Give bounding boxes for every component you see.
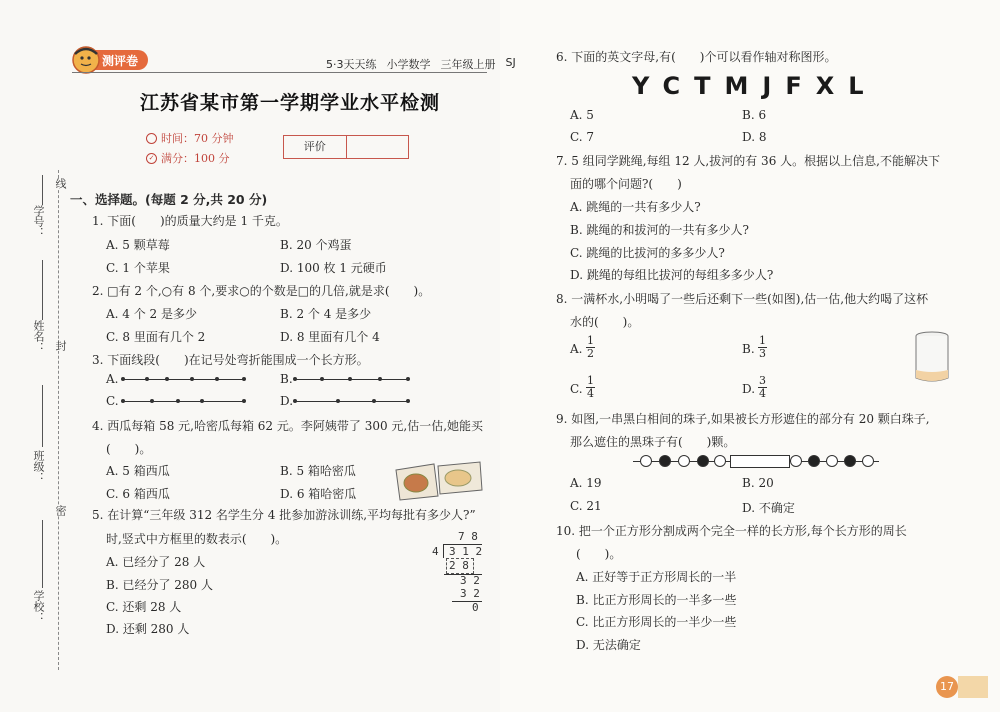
- q3-option-a[interactable]: A.: [106, 372, 119, 386]
- q3-segment-d: [294, 401, 408, 402]
- q8-fraction-b: [758, 335, 767, 360]
- score-info: [146, 150, 230, 166]
- q8-fraction-b-denominator: 3: [759, 347, 766, 360]
- q5-stem-continued: 时,竖式中方框里的数表示( )。: [106, 532, 288, 546]
- student-id-label: 学号：: [32, 205, 45, 238]
- q6-option-d[interactable]: D. 8: [742, 130, 767, 144]
- binding-dashed-line: [58, 170, 59, 670]
- q3-dot: [121, 399, 125, 403]
- q2-stem: 2. □有 2 个,○有 8 个,要求○的个数是□的几倍,就是求( )。: [92, 284, 431, 298]
- rating-label: 评价: [284, 136, 347, 158]
- q8-fraction-c: [586, 375, 595, 400]
- q4-stem: 4. 西瓜每箱 58 元,哈密瓜每箱 62 元。李阿姨带了 300 元,估一估,她能买: [92, 419, 484, 433]
- division-step1: 2 8: [449, 559, 469, 572]
- q9-option-d[interactable]: D. 不确定: [742, 501, 795, 515]
- q10-stem-continued: ( )。: [576, 547, 622, 561]
- class-label: 班级：: [32, 450, 45, 483]
- page-tab: [958, 676, 988, 698]
- q5-option-c[interactable]: C. 还剩 28 人: [106, 600, 182, 614]
- q3-dot: [406, 377, 410, 381]
- q2-option-a[interactable]: A. 4 个 2 是多少: [106, 307, 198, 321]
- q3-option-c[interactable]: C.: [106, 394, 119, 408]
- margin-seal-mark: 封: [54, 340, 67, 351]
- test-paper-badge: [72, 46, 152, 74]
- q8-fraction-a-numerator: 1: [587, 334, 594, 347]
- q1-option-d[interactable]: D. 100 枚 1 元硬币: [280, 261, 387, 275]
- division-divisor: 4: [432, 545, 439, 558]
- bead-black: [808, 455, 820, 467]
- q1-option-c[interactable]: C. 1 个苹果: [106, 261, 170, 275]
- q8-fraction-a: [586, 335, 595, 360]
- q2-option-c[interactable]: C. 8 里面有几个 2: [106, 330, 206, 344]
- division-remainder: 0: [472, 601, 479, 614]
- division-step2: 3 2: [460, 574, 480, 587]
- name-label: 姓名：: [32, 320, 45, 353]
- q3-dot: [242, 377, 246, 381]
- bead-white: [640, 455, 652, 467]
- q3-dot: [348, 377, 352, 381]
- time-label: 时间：70 分钟: [161, 132, 234, 145]
- division-dividend: 3 1 2: [449, 545, 483, 558]
- q8-stem-continued: 水的( )。: [570, 315, 640, 329]
- q3-dot: [165, 377, 169, 381]
- q9-option-b[interactable]: B. 20: [742, 476, 774, 490]
- q6-stem: 6. 下面的英文字母,有( )个可以看作轴对称图形。: [556, 50, 837, 64]
- q8-fraction-d-denominator: 4: [759, 387, 766, 400]
- q5-option-d[interactable]: D. 还剩 280 人: [106, 622, 190, 636]
- edition-code: SJ: [505, 56, 516, 69]
- time-info: [146, 130, 234, 146]
- q1-option-a[interactable]: A. 5 颗草莓: [106, 238, 170, 252]
- q7-option-a[interactable]: A. 跳绳的一共有多少人?: [570, 200, 701, 214]
- q3-dot: [190, 377, 194, 381]
- water-glass-illustration: [912, 330, 952, 386]
- margin-line-mark: 线: [54, 178, 67, 189]
- subject-name: 小学数学: [386, 58, 431, 71]
- q2-option-b[interactable]: B. 2 个 4 是多少: [280, 307, 372, 321]
- q4-option-a[interactable]: A. 5 箱西瓜: [106, 464, 170, 478]
- q7-option-c[interactable]: C. 跳绳的比拔河的多多少人?: [570, 246, 725, 260]
- bead-black: [844, 455, 856, 467]
- header-rule: [72, 72, 487, 73]
- q3-dot: [293, 377, 297, 381]
- bead-white: [678, 455, 690, 467]
- score-label: 满分：100 分: [161, 152, 230, 165]
- q3-segment-c: [122, 401, 244, 402]
- q8-fraction-a-denominator: 2: [587, 347, 594, 360]
- q8-fraction-c-denominator: 4: [587, 387, 594, 400]
- page-number: 17: [936, 676, 958, 698]
- division-bracket: [443, 544, 444, 558]
- q8-option-d[interactable]: D.: [742, 382, 756, 396]
- bead-cover-rectangle: [730, 455, 790, 468]
- q9-option-c[interactable]: C. 21: [570, 499, 602, 513]
- q4-option-c[interactable]: C. 6 箱西瓜: [106, 487, 170, 501]
- q3-dot: [176, 399, 180, 403]
- q3-segment-a: [122, 379, 244, 380]
- q3-stem: 3. 下面线段( )在记号处弯折能围成一个长方形。: [92, 353, 369, 367]
- q1-option-b[interactable]: B. 20 个鸡蛋: [280, 238, 352, 252]
- q3-dot: [320, 377, 324, 381]
- q8-fraction-b-numerator: 1: [759, 334, 766, 347]
- q10-option-a[interactable]: A. 正好等于正方形周长的一半: [576, 570, 737, 584]
- check-icon: ✓: [146, 153, 157, 164]
- q5-option-b[interactable]: B. 已经分了 280 人: [106, 578, 213, 592]
- bead-white: [862, 455, 874, 467]
- q9-option-a[interactable]: A. 19: [570, 476, 602, 490]
- q3-option-b[interactable]: B.: [280, 372, 293, 386]
- q5-stem: 5. 在计算“三年级 312 名学生分 4 批参加游泳训练,平均每批有多少人?”: [92, 508, 476, 522]
- q8-option-b[interactable]: B.: [742, 342, 755, 356]
- q4-stem-continued: ( )。: [106, 442, 152, 456]
- bead-black: [697, 455, 709, 467]
- badge-label: 测评卷: [102, 54, 139, 68]
- q4-option-d[interactable]: D. 6 箱哈密瓜: [280, 487, 357, 501]
- q9-stem-continued: 那么遮住的黑珠子有( )颗。: [570, 435, 736, 449]
- q3-dot: [150, 399, 154, 403]
- q3-dot: [145, 377, 149, 381]
- division-quotient: 7 8: [458, 530, 478, 543]
- q1-stem: 1. 下面( )的质量大约是 1 千克。: [92, 214, 288, 228]
- q10-option-c[interactable]: C. 比正方形周长的一半少一些: [576, 615, 737, 629]
- q10-option-b[interactable]: B. 比正方形周长的一半多一些: [576, 593, 737, 607]
- q3-dot: [200, 399, 204, 403]
- q7-option-d[interactable]: D. 跳绳的每组比拔河的每组多多少人?: [570, 268, 774, 282]
- clock-icon: [146, 133, 157, 144]
- q3-dot: [406, 399, 410, 403]
- q8-fraction-d-numerator: 3: [759, 374, 766, 387]
- q10-stem: 10. 把一个正方形分割成两个完全一样的长方形,每个长方形的周长: [556, 524, 907, 538]
- q4-option-b[interactable]: B. 5 箱哈密瓜: [280, 464, 356, 478]
- school-blank[interactable]: [42, 520, 43, 588]
- header-meta: [326, 56, 516, 72]
- q6-option-b[interactable]: B. 6: [742, 108, 767, 122]
- bead-white: [826, 455, 838, 467]
- q7-stem-continued: 面的哪个问题?( ): [570, 177, 682, 191]
- page-title: 江苏省某市第一学期学业水平检测: [140, 92, 441, 114]
- school-label: 学校：: [32, 590, 45, 623]
- name-blank[interactable]: [42, 260, 43, 320]
- q9-stem: 9. 如图,一串黑白相间的珠子,如果被长方形遮住的部分有 20 颗白珠子,: [556, 412, 930, 426]
- bead-white: [790, 455, 802, 467]
- q3-dot: [293, 399, 297, 403]
- q6-option-c[interactable]: C. 7: [570, 130, 595, 144]
- q8-fraction-c-numerator: 1: [587, 374, 594, 387]
- q6-letters: YCTMJFXL: [632, 72, 878, 100]
- q8-fraction-d: [758, 375, 767, 400]
- q7-stem: 7. 5 组同学跳绳,每组 12 人,拔河的有 36 人。根据以上信息,不能解决下: [556, 154, 940, 168]
- q6-option-a[interactable]: A. 5: [570, 108, 594, 122]
- rating-box: [283, 135, 409, 159]
- section-title: 一、选择题。(每题 2 分,共 20 分): [70, 192, 268, 207]
- q2-option-d[interactable]: D. 8 里面有几个 4: [280, 330, 380, 344]
- q5-option-a[interactable]: A. 已经分了 28 人: [106, 555, 206, 569]
- student-id-blank[interactable]: [42, 175, 43, 205]
- class-blank[interactable]: [42, 385, 43, 447]
- q3-dot: [242, 399, 246, 403]
- grade-name: 三年级上册: [440, 58, 496, 71]
- q3-dot: [372, 399, 376, 403]
- fruit-boxes-illustration: [394, 458, 486, 502]
- rating-field[interactable]: [347, 136, 409, 158]
- q3-dot: [336, 399, 340, 403]
- bead-black: [659, 455, 671, 467]
- q3-dot: [215, 377, 219, 381]
- bead-white: [714, 455, 726, 467]
- q3-dot: [378, 377, 382, 381]
- q8-option-c[interactable]: C.: [570, 382, 583, 396]
- q3-option-d[interactable]: D.: [280, 394, 294, 408]
- series-name: 5·3天天练: [326, 58, 377, 71]
- division-step3: 3 2: [460, 587, 480, 600]
- q10-option-d[interactable]: D. 无法确定: [576, 638, 641, 652]
- margin-secret-mark: 密: [54, 505, 67, 516]
- q8-stem: 8. 一满杯水,小明喝了一些后还剩下一些(如图),估一估,他大约喝了这杯: [556, 292, 929, 306]
- q3-dot: [121, 377, 125, 381]
- q7-option-b[interactable]: B. 跳绳的和拔河的一共有多少人?: [570, 223, 749, 237]
- q8-option-a[interactable]: A.: [570, 342, 583, 356]
